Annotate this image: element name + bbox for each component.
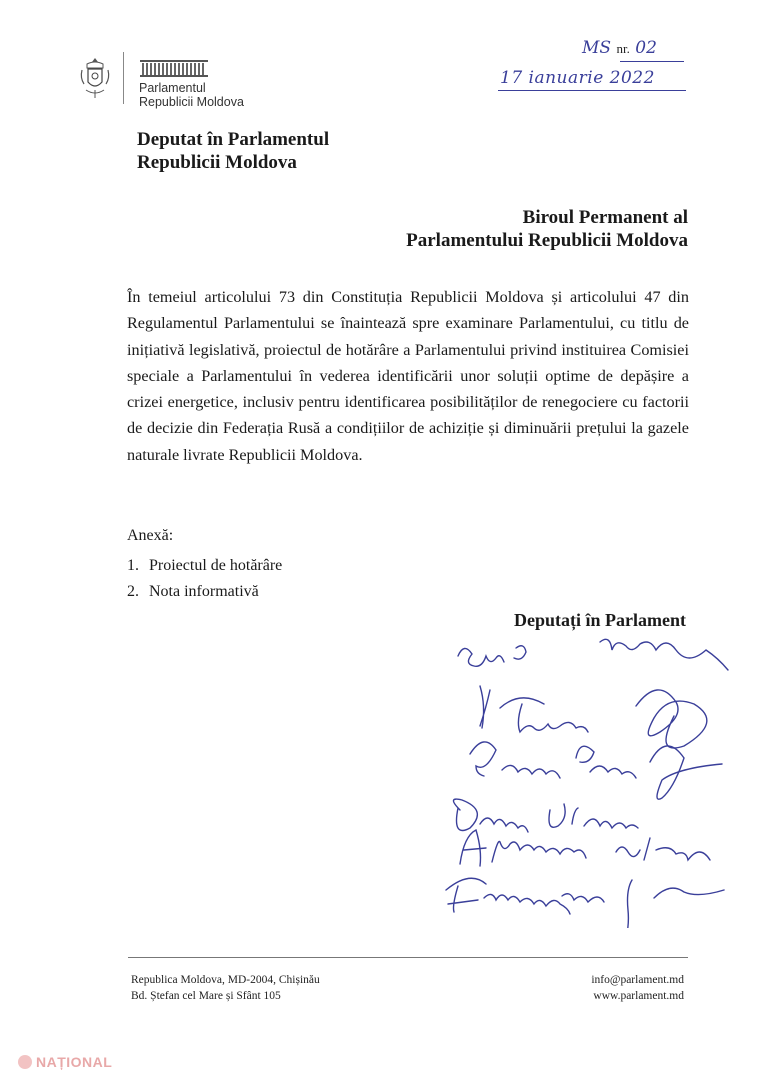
institution-line2: Republicii Moldova	[139, 95, 244, 109]
watermark-text: NAȚIONAL	[36, 1054, 113, 1070]
watermark-logo-icon	[18, 1055, 32, 1069]
annex-list	[127, 553, 282, 605]
institution-name	[139, 81, 244, 109]
registration-code: MS	[582, 38, 612, 58]
nr-label: nr.	[616, 41, 630, 56]
address-line1: Republica Moldova, MD-2004, Chișinău	[131, 974, 320, 986]
address-line2: Bd. Ștefan cel Mare și Sfânt 105	[131, 990, 281, 1002]
coat-of-arms-icon	[78, 56, 112, 100]
body-paragraph: În temeiul articolului 73 din Constituția Republicii Moldova și articolului 47 din Regulamentul Parlamentului se înaintează spre examinare Parlamentului, cu titlu de inițiativă legislativă, proiectul de hotărâre a Parlamentului privind instituirea Comisiei speciale a Parlamentului în vederea identificării unor soluții optime de depășire a crizei energetice, inclusiv pentru identificarea posibilităților de renegociere cu factorii de decizie din Federația Rusă a condițiilor de achiziție și diminuării prețului la gazele naturale livrate Republicii Moldova.	[127, 288, 689, 464]
recipient-line1: Biroul Permanent al	[522, 207, 688, 228]
sender-line1: Deputat în Parlamentul	[137, 129, 330, 150]
header-divider	[123, 52, 124, 104]
footer-divider	[128, 957, 688, 958]
recipient-heading	[406, 206, 688, 252]
annex-item	[127, 579, 282, 605]
nr-underline	[620, 61, 684, 62]
sender-heading	[137, 128, 329, 174]
parliament-building-icon	[139, 58, 209, 78]
registration-date: 17 ianuarie 2022	[500, 68, 655, 88]
date-underline	[498, 90, 686, 91]
footer-website[interactable]: www.parlament.md	[593, 990, 684, 1002]
recipient-line2: Parlamentului Republicii Moldova	[406, 230, 688, 251]
annex-item-number: 1.	[127, 557, 139, 574]
sender-line2: Republicii Moldova	[137, 152, 297, 173]
annex-item-number: 2.	[127, 583, 139, 600]
registration-number	[582, 38, 657, 58]
handwritten-signatures	[440, 628, 760, 928]
nr-value: 02	[635, 38, 657, 58]
footer-address	[131, 972, 320, 1004]
annex-item	[127, 553, 282, 579]
footer-contact	[591, 972, 684, 1004]
signatories-heading: Deputați în Parlament	[514, 610, 686, 630]
annex-item-text: Nota informativă	[149, 583, 259, 600]
annex-item-text: Proiectul de hotărâre	[149, 557, 283, 574]
watermark	[18, 1054, 112, 1070]
institution-line1: Parlamentul	[139, 81, 206, 95]
footer-email[interactable]: info@parlament.md	[591, 974, 684, 986]
annex-label: Anexă:	[127, 527, 174, 544]
